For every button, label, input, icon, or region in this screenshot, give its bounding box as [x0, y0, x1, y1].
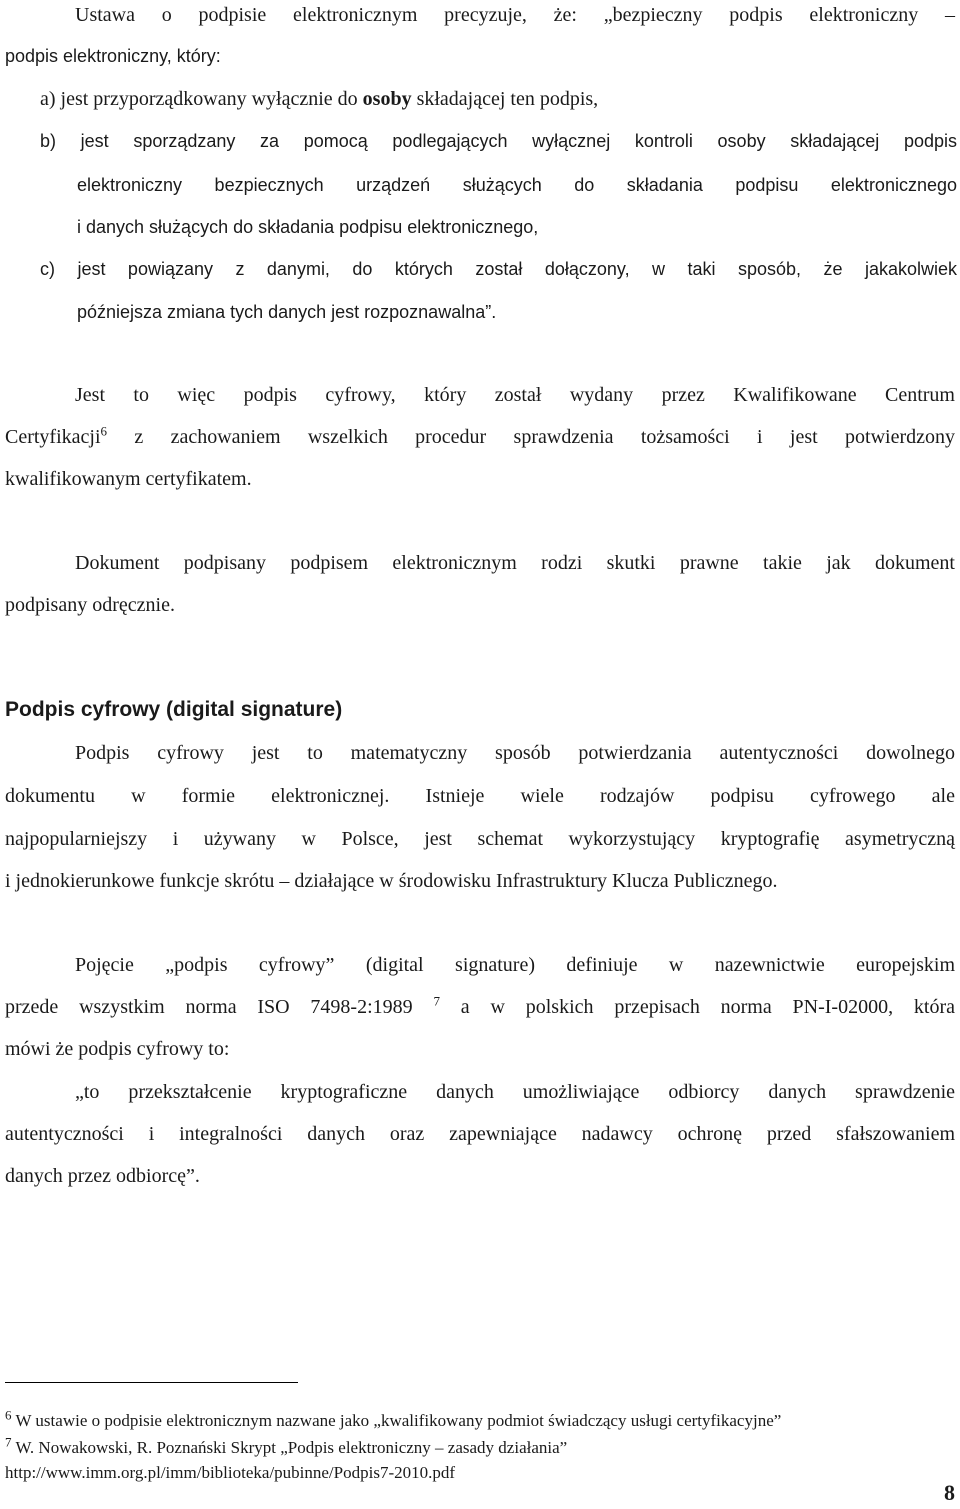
list-item-b-line-2: elektroniczny bezpiecznych urządzeń służących do składania podpisu elektronicznego: [77, 175, 957, 195]
footnote-7-number: 7: [5, 1434, 12, 1450]
para-definicja-line-4: i jednokierunkowe funkcje skrótu – działające w środowisku Infrastruktury Klucza Publicznego.: [5, 870, 778, 892]
list-item-a-prefix: a) jest przyporządkowany wyłącznie do: [40, 88, 363, 110]
footnote-7: [5, 1434, 568, 1459]
list-item-b-line-1: b) jest sporządzany za pomocą podlegających wyłącznej kontroli osoby składającej podpis: [40, 131, 957, 151]
para-dokument-line-2: podpisany odręcznie.: [5, 594, 175, 616]
para-pojecie-norma: przede wszystkim norma ISO 7498-2:1989: [5, 996, 434, 1018]
intro-line-1: Ustawa o podpisie elektronicznym precyzuje, że: „bezpieczny podpis elektroniczny –: [75, 4, 955, 26]
list-item-c-line-1: c) jest powiązany z danymi, do których został dołączony, w taki sposób, że jakakolwiek: [40, 259, 957, 279]
section-heading: Podpis cyfrowy (digital signature): [5, 698, 343, 721]
footnote-ref-7: 7: [433, 993, 440, 1009]
footnote-6: [5, 1407, 782, 1432]
footnote-7-url: http://www.imm.org.pl/imm/biblioteka/pubinne/Podpis7-2010.pdf: [5, 1463, 456, 1482]
para-definicja-line-1: Podpis cyfrowy jest to matematyczny sposób potwierdzania autentyczności dowolnego: [75, 742, 955, 764]
para-cyfrowy-line-3: kwalifikowanym certyfikatem.: [5, 468, 252, 490]
para-pojecie-line-3: mówi że podpis cyfrowy to:: [5, 1038, 230, 1060]
footnote-7-text: W. Nowakowski, R. Poznański Skrypt „Podpis elektroniczny – zasady działania”: [11, 1438, 568, 1457]
para-cyfrowy-line-1: Jest to więc podpis cyfrowy, który został wydany przez Kwalifikowane Centrum: [75, 384, 955, 406]
quote-line-1: „to przekształcenie kryptograficzne danych umożliwiające odbiorcy danych sprawdzenie: [75, 1081, 955, 1103]
footnote-separator: [5, 1382, 298, 1383]
footnote-6-text: W ustawie o podpisie elektronicznym nazwane jako „kwalifikowany podmiot świadczący usługi certyfikacyjne”: [11, 1411, 782, 1430]
intro-line-2: podpis elektroniczny, który:: [5, 46, 221, 66]
footnote-6-number: 6: [5, 1407, 12, 1423]
list-item-a: [40, 86, 598, 112]
para-pojecie-line-1: Pojęcie „podpis cyfrowy” (digital signature) definiuje w nazewnictwie europejskim: [75, 954, 955, 976]
para-pojecie-line-2-rest: a w polskich przepisach norma PN-I-02000, która: [439, 996, 956, 1018]
para-definicja-line-3: najpopularniejszy i używany w Polsce, jest schemat wykorzystujący kryptografię asymetryczną: [5, 828, 955, 850]
quote-line-2: autentyczności i integralności danych oraz zapewniające nadawcy ochronę przed sfałszowaniem: [5, 1123, 955, 1145]
page-number: 8: [944, 1480, 955, 1505]
para-cyfrowy-certyfikacji: Certyfikacji: [5, 426, 101, 448]
list-item-a-bold: osoby: [362, 88, 412, 110]
list-item-c-line-2: późniejsza zmiana tych danych jest rozpoznawalna”.: [77, 302, 497, 322]
quote-line-3: danych przez odbiorcę”.: [5, 1165, 200, 1187]
list-item-b-line-3: i danych służących do składania podpisu elektronicznego,: [77, 217, 539, 237]
para-cyfrowy-line-2-rest: z zachowaniem wszelkich procedur sprawdzenia tożsamości i jest potwierdzony: [107, 426, 955, 448]
para-pojecie-line-2: [5, 994, 955, 1020]
para-dokument-line-1: Dokument podpisany podpisem elektronicznym rodzi skutki prawne takie jak dokument: [75, 552, 955, 574]
para-definicja-line-2: dokumentu w formie elektronicznej. Istnieje wiele rodzajów podpisu cyfrowego ale: [5, 785, 955, 807]
list-item-a-suffix: składającej ten podpis,: [411, 88, 599, 110]
footnote-ref-6: 6: [100, 423, 108, 439]
para-cyfrowy-line-2: [5, 424, 955, 450]
